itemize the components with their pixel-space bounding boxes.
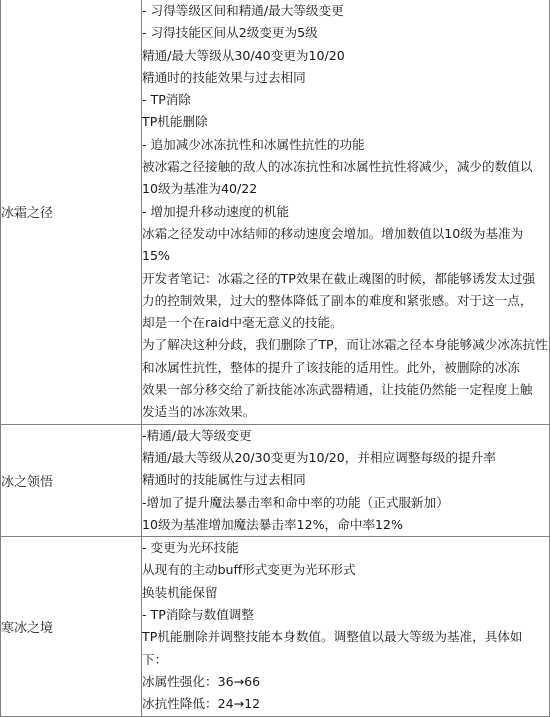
change-line: 下： <box>142 651 168 667</box>
change-line: - 变更为光环技能 <box>142 540 239 556</box>
skill-change-notes <box>142 0 550 424</box>
change-line: 15% <box>142 248 170 264</box>
change-line: -精通/最大等级变更 <box>142 427 252 443</box>
skill-name: 寒冰之境 <box>1 537 142 716</box>
change-line: - 增加提升移动速度的机能 <box>142 203 290 219</box>
change-line: - 习得等级区间和精通/最大等级变更 <box>142 3 344 18</box>
change-line: 精通时的技能属性与过去相同 <box>142 472 306 488</box>
change-line: 却是一个在raid中毫无意义的技能。 <box>142 315 343 331</box>
change-line: - TP消除与数值调整 <box>142 607 254 623</box>
change-line: 精通/最大等级从30/40变更为10/20 <box>142 47 345 63</box>
table-row-ice-comprehension <box>1 424 550 536</box>
table-row-frozen-realm <box>1 537 550 716</box>
change-line: 开发者笔记：冰霜之径的TP效果在截止魂图的时候，都能够诱发太过强 <box>142 270 536 286</box>
change-line: - TP消除 <box>142 92 192 108</box>
change-line: 精通/最大等级从20/30变更为10/20，并相应调整每级的提升率 <box>142 449 496 465</box>
change-line: TP机能删除并调整技能本身数值。调整值以最大等级为基准，具体如 <box>142 629 523 645</box>
change-line: 被冰霜之径接触的敌人的冰冻抗性和冰属性抗性将减少，减少的数值以 <box>142 159 533 175</box>
change-line: 冰霜之径发动中冰结师的移动速度会增加。增加数值以10级为基准为 <box>142 225 524 241</box>
change-line: 10级为基准为40/22 <box>142 181 258 197</box>
change-line: 力的控制效果，过大的整体降低了副本的难度和紧张感。对于这一点， <box>142 292 533 308</box>
change-line: 换装机能保留 <box>142 584 218 600</box>
change-line: 冰抗性降低：24→12 <box>142 696 261 712</box>
change-line: - 习得技能区间从2级变更为5级 <box>142 25 318 41</box>
change-line: 从现有的主动buff形式变更为光环形式 <box>142 562 356 578</box>
change-line: - 追加减少冰冻抗性和冰属性抗性的功能 <box>142 136 365 152</box>
skill-change-notes <box>142 537 550 716</box>
change-line: 为了解决这种分歧，我们删除了TP，而让冰霜之径本身能够减少冰冻抗性 <box>142 337 548 353</box>
change-line: 效果一部分移交给了新技能冰冻武器精通，让技能仍然能一定程度上触 <box>142 382 533 398</box>
change-line: TP机能删除 <box>142 114 208 130</box>
skill-change-notes <box>142 424 550 536</box>
change-line: 精通时的技能效果与过去相同 <box>142 69 306 85</box>
change-line: 冰属性强化：36→66 <box>142 673 261 689</box>
change-line: 10级为基准增加魔法暴击率12%，命中率12% <box>142 516 403 532</box>
table-row-frost-path <box>1 0 550 424</box>
change-line: 和冰属性抗性，整体的提升了该技能的适用性。此外，被删除的冰冻 <box>142 359 520 375</box>
change-line: -增加了提升魔法暴击率和命中率的功能（正式服新加） <box>142 494 449 510</box>
change-line: 发适当的冰冻效果。 <box>142 404 256 420</box>
skill-name: 冰霜之径 <box>1 0 142 424</box>
skill-name: 冰之领悟 <box>1 424 142 536</box>
